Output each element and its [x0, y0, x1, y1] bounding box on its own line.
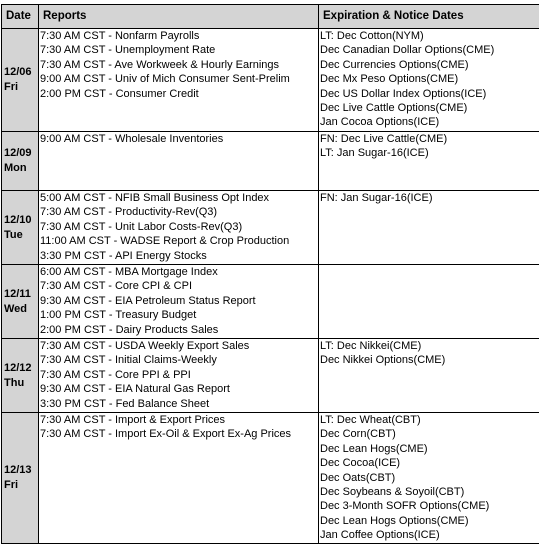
date-label: 12/13	[4, 464, 32, 476]
date-cell	[2, 413, 39, 544]
expirations-cell	[319, 413, 539, 544]
table-row	[2, 191, 539, 265]
economic-calendar-table	[1, 4, 539, 544]
expiration-item: Dec Corn(CBT)	[320, 428, 396, 441]
report-item: 7:30 AM CST - Unemployment Rate	[40, 44, 216, 57]
expiration-item: Dec Lean Hogs(CME)	[320, 442, 428, 455]
expiration-item: LT: Dec Cotton(NYM)	[320, 30, 424, 42]
weekday-label: Wed	[4, 302, 28, 315]
report-item: 7:30 AM CST - USDA Weekly Export Sales	[40, 340, 250, 352]
report-item: 7:30 AM CST - Unit Labor Costs-Rev(Q3)	[40, 220, 243, 233]
expiration-item: LT: Dec Wheat(CBT)	[320, 414, 421, 426]
expiration-item: LT: Dec Nikkei(CME)	[320, 340, 422, 352]
date-label: 12/10	[4, 213, 32, 226]
report-item: 7:30 AM CST - Ave Workweek & Hourly Earnings	[40, 58, 280, 71]
expirations-cell	[319, 191, 539, 265]
expiration-item: FN: Jan Sugar-16(ICE)	[320, 192, 433, 204]
report-item: 6:00 AM CST - MBA Mortgage Index	[40, 266, 218, 278]
weekday-label: Mon	[4, 162, 27, 174]
table-row	[2, 29, 539, 132]
reports-cell	[39, 265, 319, 339]
reports-column-header: Reports	[39, 5, 319, 29]
calendar-body	[2, 29, 539, 544]
expirations-cell	[319, 339, 539, 413]
expiration-item: Jan Cocoa Options(ICE)	[320, 116, 440, 129]
reports-cell	[39, 413, 319, 544]
report-item: 3:30 PM CST - Fed Balance Sheet	[40, 397, 210, 410]
expiration-item: LT: Jan Sugar-16(ICE)	[320, 147, 429, 160]
date-cell	[2, 132, 39, 191]
expiration-item: Dec Mx Peso Options(CME)	[320, 73, 459, 86]
report-item: 2:00 PM CST - Consumer Credit	[40, 87, 199, 100]
date-cell	[2, 265, 39, 339]
expiration-item: Dec Nikkei Options(CME)	[320, 354, 446, 367]
date-label: 12/06	[4, 66, 32, 78]
report-item: 2:00 PM CST - Dairy Products Sales	[40, 323, 219, 336]
report-item: 5:00 AM CST - NFIB Small Business Opt Index	[40, 192, 270, 204]
report-item: 9:00 AM CST - Wholesale Inventories	[40, 133, 224, 145]
report-item: 7:30 AM CST - Productivity-Rev(Q3)	[40, 206, 218, 219]
date-cell	[2, 339, 39, 413]
report-item: 7:30 AM CST - Import Ex-Oil & Export Ex-Ag Prices	[40, 428, 292, 441]
date-column-header: Date	[2, 5, 39, 29]
report-item: 9:00 AM CST - Univ of Mich Consumer Sent-Prelim	[40, 73, 290, 86]
report-item: 9:30 AM CST - EIA Natural Gas Report	[40, 383, 230, 396]
expiration-item: Dec Cocoa(ICE)	[320, 457, 401, 470]
expiration-item: Dec Canadian Dollar Options(CME)	[320, 44, 495, 57]
table-row	[2, 132, 539, 191]
expirations-cell	[319, 265, 539, 339]
expiration-item: Dec Oats(CBT)	[320, 471, 396, 484]
expiration-item: Dec 3-Month SOFR Options(CME)	[320, 500, 490, 513]
expiration-column-header: Expiration & Notice Dates	[319, 5, 539, 29]
report-item: 7:30 AM CST - Core PPI & PPI	[40, 368, 191, 381]
report-item: 7:30 AM CST - Initial Claims-Weekly	[40, 354, 217, 367]
reports-cell	[39, 132, 319, 191]
report-item: 1:00 PM CST - Treasury Budget	[40, 309, 197, 322]
date-label: 12/11	[4, 287, 31, 300]
expiration-item: Dec Live Cattle Options(CME)	[320, 102, 468, 115]
expiration-item: Dec Currencies Options(CME)	[320, 58, 469, 71]
expirations-cell	[319, 132, 539, 191]
weekday-label: Fri	[4, 479, 19, 491]
expiration-item: Dec Lean Hogs Options(CME)	[320, 514, 469, 527]
table-row	[2, 265, 539, 339]
weekday-label: Fri	[4, 81, 19, 93]
expirations-cell	[319, 29, 539, 132]
date-label: 12/09	[4, 147, 32, 159]
table-row	[2, 339, 539, 413]
header-row	[2, 5, 539, 29]
weekday-label: Tue	[4, 228, 23, 241]
weekday-label: Thu	[4, 376, 25, 389]
report-item: 7:30 AM CST - Core CPI & CPI	[40, 280, 193, 293]
date-label: 12/12	[4, 361, 32, 374]
date-cell	[2, 191, 39, 265]
expiration-item: FN: Dec Live Cattle(CME)	[320, 133, 448, 145]
reports-cell	[39, 29, 319, 132]
expiration-item: Jan Coffee Options(ICE)	[320, 529, 440, 542]
table-row	[2, 413, 539, 544]
reports-cell	[39, 191, 319, 265]
date-cell	[2, 29, 39, 132]
report-item: 7:30 AM CST - Nonfarm Payrolls	[40, 30, 200, 42]
reports-cell	[39, 339, 319, 413]
expiration-item: Dec US Dollar Index Options(ICE)	[320, 87, 487, 100]
report-item: 11:00 AM CST - WADSE Report & Crop Production	[40, 235, 290, 248]
expiration-item: Dec Soybeans & Soyoil(CBT)	[320, 486, 465, 499]
report-item: 7:30 AM CST - Import & Export Prices	[40, 414, 226, 426]
report-item: 9:30 AM CST - EIA Petroleum Status Report	[40, 294, 256, 307]
report-item: 3:30 PM CST - API Energy Stocks	[40, 249, 207, 262]
